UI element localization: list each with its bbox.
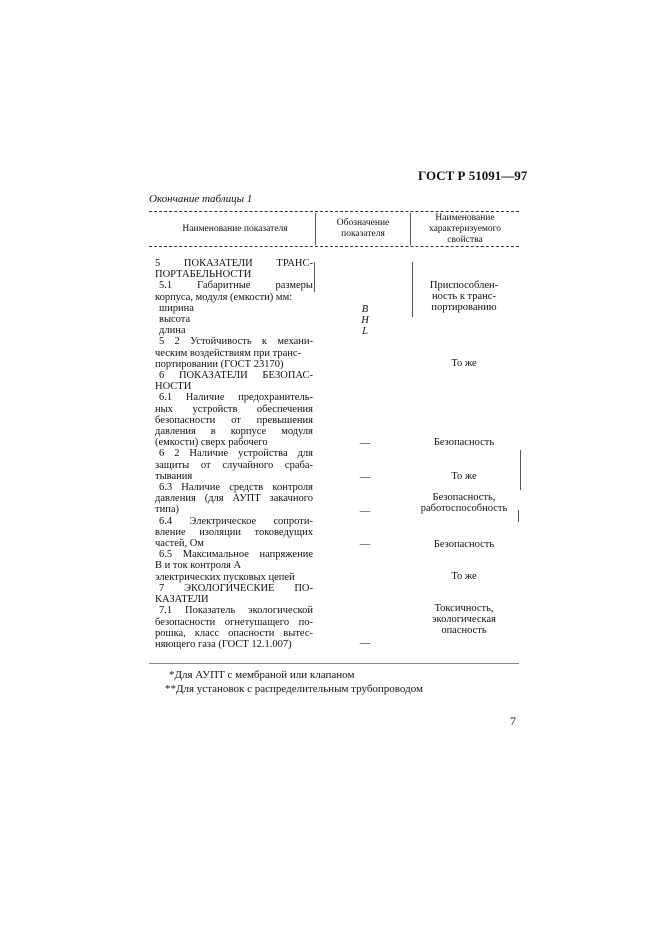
column-divider-1-body <box>314 262 315 292</box>
header-designation-line: Обозначение <box>336 218 390 228</box>
dash-6-3: — <box>359 506 371 517</box>
indicator-line: 6.1 Наличие предохранитель- <box>159 392 313 404</box>
right-edge-mark <box>520 450 521 490</box>
property-line: портированию <box>431 302 497 314</box>
dash-6-1: — <box>359 438 371 449</box>
document-code: ГОСТ Р 51091—97 <box>418 168 528 183</box>
indicator-line: ширина <box>159 302 194 314</box>
table-caption: Окончание таблицы 1 <box>149 193 253 205</box>
indicator-line: защиты от случайного сраба- <box>155 459 313 471</box>
symbol-H: H <box>361 315 369 326</box>
indicator-line: 5 2 Устойчивость к механи- <box>159 336 313 348</box>
indicator-line: электрических пусковых цепей <box>155 571 295 583</box>
property-line: опасность <box>441 625 487 637</box>
indicator-line: корпуса, модуля (емкости) мм: <box>155 291 293 303</box>
footnote-2: **Для установок с распределительным трубопроводом <box>165 683 423 695</box>
indicator-line: тывания <box>155 470 193 482</box>
right-edge-mark-2 <box>518 510 519 522</box>
indicator-line: 6.4 Электрическое сопроти- <box>159 515 313 527</box>
indicator-line: 7 ЭКОЛОГИЧЕСКИЕ ПО- <box>159 582 313 594</box>
indicator-line: высота <box>159 314 191 326</box>
indicator-line: КАЗАТЕЛИ <box>155 594 209 606</box>
indicator-line: давления (для АУПТ закачного <box>155 493 313 505</box>
page-number: 7 <box>510 714 516 728</box>
header-indicator-name: Наименование показателя <box>182 224 288 234</box>
indicator-line: рошка, класс опасности вытес- <box>155 627 313 639</box>
symbol-L: L <box>362 326 368 337</box>
indicator-line: частей, Ом <box>155 538 204 550</box>
dash-6-2: — <box>359 472 371 483</box>
header-property <box>412 213 518 246</box>
indicator-line: 5.1 Габаритные размеры <box>159 280 313 292</box>
indicator-line: 6.5 Максимальное напряжение <box>159 549 313 561</box>
property-line: Токсичность, <box>434 603 494 614</box>
indicator-line: НОСТИ <box>155 381 192 393</box>
dash-7-1: — <box>359 638 371 649</box>
property-line: работоспособность <box>420 503 508 515</box>
header-property-line: характеризуемого <box>428 224 502 234</box>
table-top-rule <box>149 211 519 212</box>
property-line: Приспособлен- <box>429 280 499 291</box>
property-line: экологическая <box>432 614 496 626</box>
property-same-3: То же <box>451 571 477 582</box>
indicator-line: ческим воздействиям при транс- <box>155 347 302 359</box>
indicator-line: ПОРТАБЕЛЬНОСТИ <box>155 269 252 281</box>
indicator-line: портировании (ГОСТ 23170) <box>155 358 284 370</box>
header-designation-line: показателя <box>341 229 385 239</box>
property-line: Безопасность, <box>432 492 496 503</box>
table-header-rule <box>149 246 519 247</box>
footnote-divider <box>149 663 519 664</box>
property-toxicity <box>412 603 516 637</box>
symbol-B: B <box>361 304 369 315</box>
indicator-line: 6 ПОКАЗАТЕЛИ БЕЗОПАС- <box>159 370 313 382</box>
indicator-line: безопасности от превышения <box>155 414 313 426</box>
indicator-line: длина <box>159 325 186 337</box>
header-property-line: свойства <box>447 235 483 245</box>
column-divider-2 <box>410 213 411 245</box>
indicator-line: типа) <box>155 504 179 516</box>
indicator-line: (емкости) сверх рабочего <box>155 437 268 449</box>
indicator-line: 5 ПОКАЗАТЕЛИ ТРАНС- <box>155 258 313 269</box>
property-line: ность к транс- <box>432 291 496 303</box>
dash-6-4: — <box>359 539 371 550</box>
indicator-names <box>155 258 313 650</box>
indicator-line: В и ток контроля А <box>155 560 242 572</box>
header-designation <box>318 218 408 240</box>
property-safety-1: Безопасность <box>433 437 495 448</box>
indicator-line: 6.3 Наличие средств контроля <box>159 482 313 494</box>
header-property-line: Наименование <box>435 213 495 223</box>
column-divider-1 <box>315 213 316 245</box>
property-safety-2: Безопасность <box>433 539 495 550</box>
footnotes <box>165 668 423 696</box>
property-transport <box>412 280 516 314</box>
indicator-line: давления в корпусе модуля <box>155 426 313 438</box>
footnote-1: *Для АУПТ с мембраной или клапаном <box>169 669 355 681</box>
indicator-line: 6 2 Наличие устройства для <box>159 448 313 460</box>
property-safety-work <box>412 492 516 514</box>
indicator-line: 7.1 Показатель экологической <box>159 605 313 617</box>
property-same-1: То же <box>451 358 477 369</box>
indicator-line: вление изоляции токоведущих <box>155 526 313 538</box>
indicator-line: няющего газа (ГОСТ 12.1.007) <box>155 638 292 650</box>
property-same-2: То же <box>451 471 477 482</box>
indicator-line: безопасности огнетушащего по- <box>155 616 313 628</box>
indicator-line: ных устройств обеспечения <box>155 403 313 415</box>
